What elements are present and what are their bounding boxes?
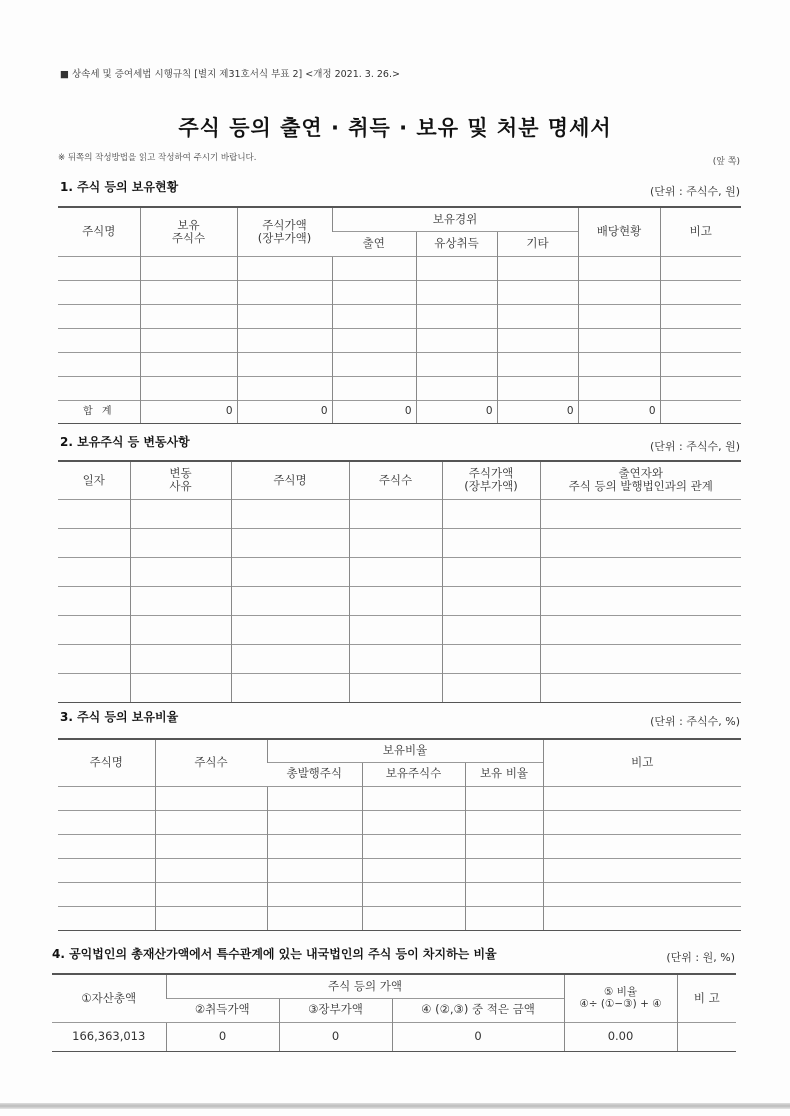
table-row <box>58 644 741 673</box>
col-other: 기타 <box>497 231 578 256</box>
col-stock-value: 주식가액 (장부가액) <box>237 207 332 256</box>
col-holding-ratio: 보유비율 <box>267 739 543 762</box>
section-4-unit: (단위 : 원, %) <box>666 951 735 964</box>
table-row <box>58 834 741 858</box>
table-row <box>58 376 741 400</box>
col-stock-value-group: 주식 등의 가액 <box>166 974 564 998</box>
acquisition-value: 0 <box>166 1022 279 1051</box>
col-date: 일자 <box>58 461 130 499</box>
table-row <box>58 304 741 328</box>
table-row <box>58 256 741 280</box>
total-stock-value: 0 <box>237 400 332 423</box>
note-value[interactable] <box>677 1022 736 1051</box>
col-ratio: ⑤ 비율 ④÷ (①−③) + ④ <box>564 974 677 1022</box>
col-change-reason: 변동 사유 <box>130 461 231 499</box>
table-row <box>58 810 741 834</box>
total-dividend: 0 <box>578 400 660 423</box>
section-3-title: 3. 주식 등의 보유비율 <box>60 710 179 724</box>
table-row <box>58 328 741 352</box>
col-note: 비 고 <box>677 974 736 1022</box>
col-paid-acquisition: 유상취득 <box>416 231 497 256</box>
table-row <box>58 586 741 615</box>
ratio-value: 0.00 <box>564 1022 677 1051</box>
section-3-unit: (단위 : 주식수, %) <box>650 715 740 728</box>
table-row <box>52 1022 736 1051</box>
col-book-value: ③장부가액 <box>279 998 392 1022</box>
table-row <box>58 280 741 304</box>
col-contribution: 출연 <box>332 231 416 256</box>
total-contribution: 0 <box>332 400 416 423</box>
table-row <box>58 858 741 882</box>
table-row <box>58 882 741 906</box>
col-total-assets: ①자산총액 <box>52 974 166 1022</box>
table-row <box>58 906 741 930</box>
section-2-unit: (단위 : 주식수, 원) <box>649 440 740 453</box>
col-total-issued: 총발행주식 <box>267 762 362 786</box>
table-row <box>58 352 741 376</box>
table-row <box>58 615 741 644</box>
book-value: 0 <box>279 1022 392 1051</box>
asset-ratio-table <box>52 973 736 1052</box>
table-row <box>58 557 741 586</box>
total-paid-acquisition: 0 <box>416 400 497 423</box>
page-side-label: (앞 쪽) <box>712 157 740 167</box>
form-reference: ■ 상속세 및 증여세법 시행규칙 [별지 제31호서식 부표 2] <개정 2021. 3. 26.> <box>60 69 400 80</box>
col-relationship: 출연자와 주식 등의 발행법인과의 관계 <box>540 461 741 499</box>
total-other: 0 <box>497 400 578 423</box>
total-row <box>58 400 741 423</box>
table-row <box>58 786 741 810</box>
section-1-unit: (단위 : 주식수, 원) <box>649 185 740 198</box>
col-stock-name: 주식명 <box>231 461 349 499</box>
changes-table <box>58 460 741 703</box>
total-assets-value: 166,363,013 <box>52 1022 166 1051</box>
section-2-title: 2. 보유주식 등 변동사항 <box>60 435 190 449</box>
col-note: 비고 <box>660 207 741 256</box>
scan-edge <box>0 1103 790 1109</box>
col-stock-name: 주식명 <box>58 207 140 256</box>
col-note: 비고 <box>543 739 741 786</box>
col-share-count: 주식수 <box>349 461 442 499</box>
total-label: 합 계 <box>58 400 140 423</box>
col-stock-name: 주식명 <box>58 739 155 786</box>
holdings-table <box>58 206 741 424</box>
col-lesser-amount: ④ (②,③) 중 적은 금액 <box>392 998 564 1022</box>
table-row <box>58 673 741 702</box>
col-stock-value: 주식가액 (장부가액) <box>442 461 540 499</box>
section-1-title: 1. 주식 등의 보유현황 <box>60 180 179 194</box>
lesser-amount-value: 0 <box>392 1022 564 1051</box>
page-title: 주식 등의 출연 · 취득 · 보유 및 처분 명세서 <box>178 116 612 140</box>
col-held-pct: 보유 비율 <box>465 762 543 786</box>
col-held-shares: 보유 주식수 <box>140 207 237 256</box>
instruction-note: ※ 뒤쪽의 작성방법을 읽고 작성하여 주시기 바랍니다. <box>58 153 257 163</box>
table-row <box>58 528 741 557</box>
total-held-shares: 0 <box>140 400 237 423</box>
col-held-shares: 보유주식수 <box>362 762 465 786</box>
col-acquisition-value: ②취득가액 <box>166 998 279 1022</box>
ratio-table <box>58 738 741 931</box>
col-dividend: 배당현황 <box>578 207 660 256</box>
section-4-title: 4. 공익법인의 총재산가액에서 특수관계에 있는 내국법인의 주식 등이 차지하는 비율 <box>52 947 497 961</box>
col-share-count: 주식수 <box>155 739 267 786</box>
table-row <box>58 499 741 528</box>
col-holding-route: 보유경위 <box>332 207 578 231</box>
